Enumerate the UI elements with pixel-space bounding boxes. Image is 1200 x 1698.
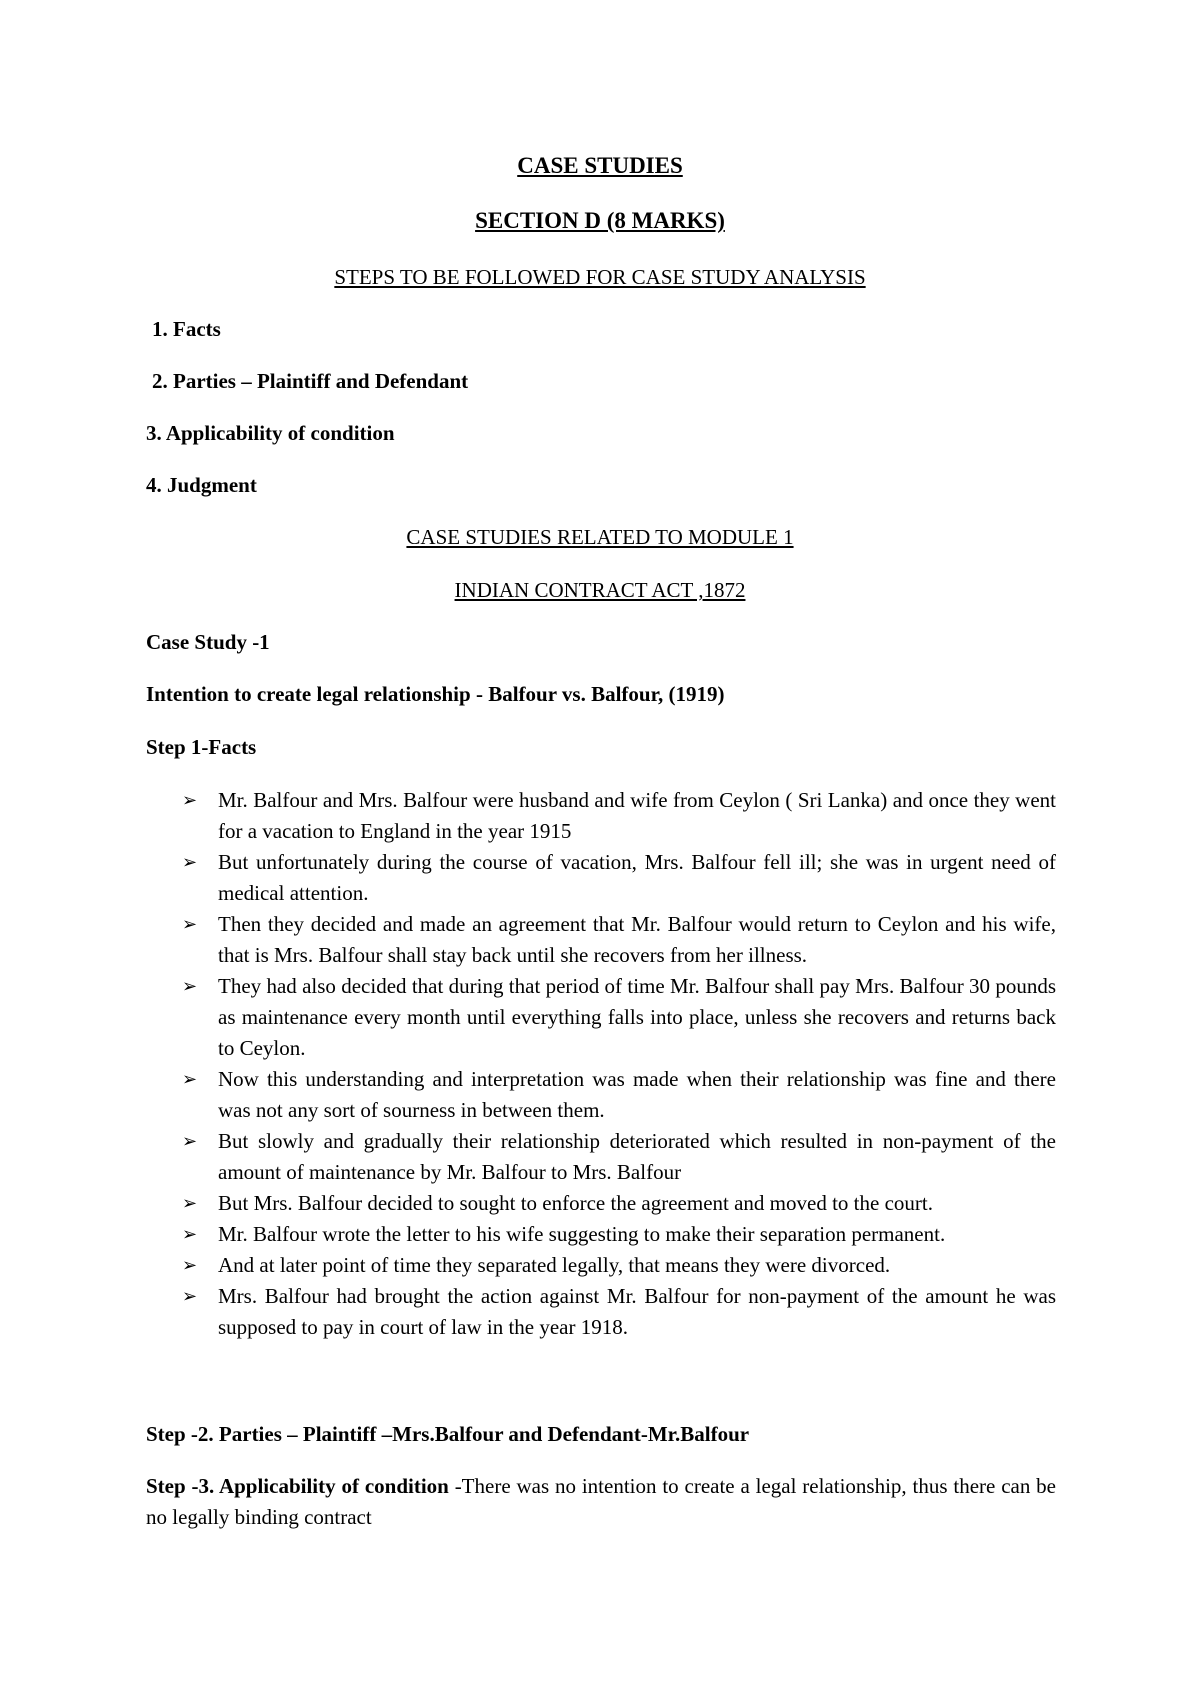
list-item: ➢ They had also decided that during that period of time Mr. Balfour shall pay Mrs. Balfour 30 pounds as maintenance every month until everything falls into place, unless she recovers and returns back to Ceylon. bbox=[146, 971, 1056, 1064]
title-section-d: SECTION D (8 MARKS) bbox=[475, 208, 725, 233]
list-item: ➢ But Mrs. Balfour decided to sought to enforce the agreement and moved to the court. bbox=[146, 1188, 1056, 1219]
arrowhead-bullet-icon: ➢ bbox=[182, 914, 198, 935]
step-3-text: -There was no intention to create a legal relationship, thus there can be no legally binding contract bbox=[146, 1474, 1056, 1529]
step-3-label: Step -3. Applicability of condition bbox=[146, 1474, 449, 1498]
step-3-paragraph bbox=[146, 1471, 1056, 1533]
arrowhead-bullet-icon: ➢ bbox=[182, 1224, 198, 1245]
arrowhead-bullet-icon: ➢ bbox=[182, 852, 198, 873]
arrowhead-bullet-icon: ➢ bbox=[182, 1131, 198, 1152]
arrowhead-bullet-icon: ➢ bbox=[182, 790, 198, 811]
heading-module-1: CASE STUDIES RELATED TO MODULE 1 bbox=[406, 525, 794, 549]
facts-list bbox=[146, 785, 1056, 1343]
arrowhead-bullet-icon: ➢ bbox=[182, 1286, 198, 1307]
arrowhead-bullet-icon: ➢ bbox=[182, 1255, 198, 1276]
arrowhead-bullet-icon: ➢ bbox=[182, 1193, 198, 1214]
title-case-studies: CASE STUDIES bbox=[517, 153, 683, 178]
list-item: ➢ Now this understanding and interpretation was made when their relationship was fine and there was not any sort of sourness in between them. bbox=[146, 1064, 1056, 1126]
case-study-label: Case Study -1 bbox=[146, 630, 270, 654]
arrowhead-bullet-icon: ➢ bbox=[182, 1069, 198, 1090]
step-list-item-1: 1. Facts bbox=[152, 317, 221, 341]
list-item: ➢ And at later point of time they separated legally, that means they were divorced. bbox=[146, 1250, 1056, 1281]
list-item: ➢ Mr. Balfour wrote the letter to his wife suggesting to make their separation permanent. bbox=[146, 1219, 1056, 1250]
list-item: ➢ But slowly and gradually their relationship deteriorated which resulted in non-payment of the amount of maintenance by Mr. Balfour to Mrs. Balfour bbox=[146, 1126, 1056, 1188]
arrowhead-bullet-icon: ➢ bbox=[182, 976, 198, 997]
list-item: ➢ Then they decided and made an agreement that Mr. Balfour would return to Ceylon and his wife, that is Mrs. Balfour shall stay back until she recovers from her illness. bbox=[146, 909, 1056, 971]
heading-indian-contract-act: INDIAN CONTRACT ACT ,1872 bbox=[454, 578, 746, 602]
step-1-heading: Step 1-Facts bbox=[146, 735, 257, 759]
list-item: ➢ But unfortunately during the course of vacation, Mrs. Balfour fell ill; she was in urgent need of medical attention. bbox=[146, 847, 1056, 909]
step-list-item-2: 2. Parties – Plaintiff and Defendant bbox=[152, 369, 469, 393]
step-list-item-3: 3. Applicability of condition bbox=[146, 421, 395, 445]
step-list-item-4: 4. Judgment bbox=[146, 473, 257, 497]
list-item: ➢ Mr. Balfour and Mrs. Balfour were husband and wife from Ceylon ( Sri Lanka) and once they went for a vacation to England in the year 1915 bbox=[146, 785, 1056, 847]
case-study-title: Intention to create legal relationship - Balfour vs. Balfour, (1919) bbox=[146, 682, 725, 706]
list-item: ➢ Mrs. Balfour had brought the action against Mr. Balfour for non-payment of the amount he was supposed to pay in court of law in the year 1918. bbox=[146, 1281, 1056, 1343]
step-2-parties: Step -2. Parties – Plaintiff –Mrs.Balfour and Defendant-Mr.Balfour bbox=[146, 1422, 750, 1446]
heading-steps: STEPS TO BE FOLLOWED FOR CASE STUDY ANALYSIS bbox=[334, 265, 866, 289]
